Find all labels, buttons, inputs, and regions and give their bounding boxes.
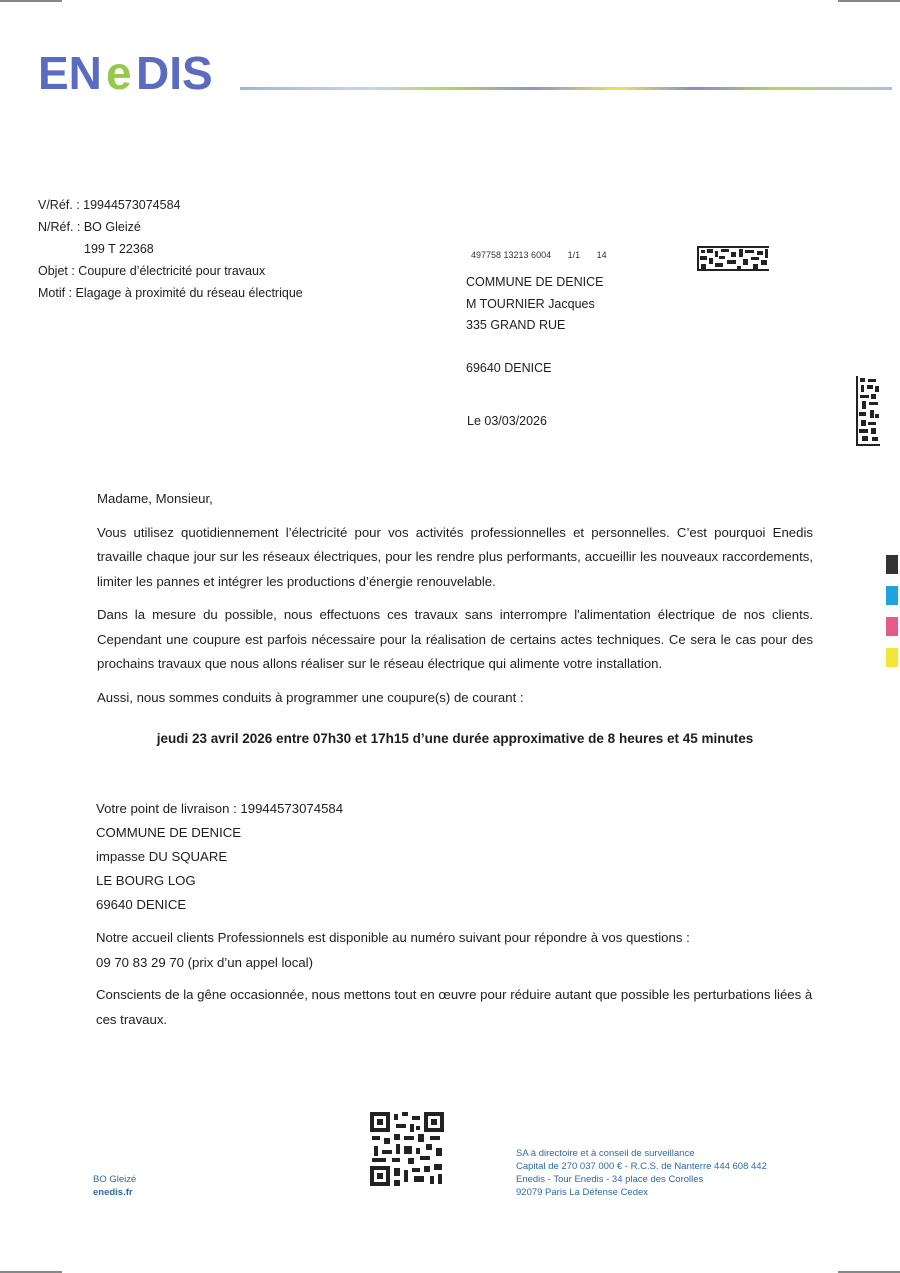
recipient-line3: 335 GRAND RUE xyxy=(466,318,566,332)
contact-block xyxy=(96,926,816,1040)
mailcode-a: 497758 13213 6004 xyxy=(471,250,552,260)
print-mark-magenta xyxy=(886,617,898,636)
scan-edge-top-right xyxy=(838,0,900,2)
nref-code: 199 T 22368 xyxy=(84,242,154,256)
paragraph-3: Aussi, nous sommes conduits à programmer une coupure(s) de courant : xyxy=(97,689,524,705)
delivery-line3: LE BOURG LOG xyxy=(96,873,196,888)
logo-letters-en: EN xyxy=(38,47,102,96)
footer-legal-line2: Capital de 270 037 000 € - R.C.S. de Nanterre 444 608 442 xyxy=(516,1161,767,1172)
delivery-line1: COMMUNE DE DENICE xyxy=(96,825,242,840)
letter-body xyxy=(97,487,813,719)
recipient-line2: M TOURNIER Jacques xyxy=(466,296,595,311)
print-mark-black xyxy=(886,555,898,574)
contact-text: Notre accueil clients Professionnels est disponible au numéro suivant pour répondre à vos questions : xyxy=(96,930,690,945)
scan-edge-top-left xyxy=(0,0,62,2)
greeting: Madame, Monsieur, xyxy=(97,491,213,506)
delivery-line2: impasse DU SQUARE xyxy=(96,849,228,864)
logo-letter-e: e xyxy=(106,47,132,96)
delivery-point-id: Votre point de livraison : 19944573074584 xyxy=(96,801,344,816)
references-block xyxy=(38,194,303,304)
recipient-line1: COMMUNE DE DENICE xyxy=(466,275,604,289)
print-color-marks xyxy=(886,555,898,679)
footer-website: enedis.fr xyxy=(93,1187,133,1198)
mail-sort-code xyxy=(471,250,621,260)
objet: Objet : Coupure d’électricité pour travaux xyxy=(38,264,266,278)
delivery-line4: 69640 DENICE xyxy=(96,897,187,912)
recipient-line4: 69640 DENICE xyxy=(466,361,552,375)
footer-legal-line1: SA à directoire et à conseil de surveillance xyxy=(516,1148,695,1159)
footer-legal-line3: Enedis - Tour Enedis - 34 place des Corolles xyxy=(516,1174,704,1185)
mailcode-b: 1/1 xyxy=(567,250,581,260)
contact-phone: 09 70 83 29 70 (prix d’un appel local) xyxy=(96,954,314,970)
enedis-logo xyxy=(38,46,238,96)
motif: Motif : Elagage à proximité du réseau électrique xyxy=(38,286,303,300)
outage-schedule: jeudi 23 avril 2026 entre 07h30 et 17h15 d’une durée approximative de 8 heures et 45 minutes xyxy=(156,731,754,746)
letter-date: Le 03/03/2026 xyxy=(467,414,547,428)
datamatrix-code-vertical xyxy=(856,376,880,446)
footer-legal-line4: 92079 Paris La Défense Cedex xyxy=(516,1187,649,1198)
footer-legal xyxy=(516,1147,767,1199)
closing-paragraph: Conscients de la gêne occasionnée, nous mettons tout en œuvre pour réduire autant que possible les perturbations liées à ces travaux. xyxy=(96,987,813,1027)
paragraph-1: Vous utilisez quotidiennement l’électricité pour vos activités professionnelles et personnelles. C’est pourquoi Enedis travaille chaque jour sur les réseaux électriques, pour les rendre plus performants, accueillir les nouveaux raccordements, limiter les pannes et intégrer les productions d’énergie renouvelable. xyxy=(97,524,813,589)
header-divider xyxy=(240,87,892,90)
footer-office: BO Gleizé xyxy=(93,1174,137,1185)
mailcode-c: 14 xyxy=(596,250,607,260)
footer-left xyxy=(93,1173,136,1199)
nref: N/Réf. : BO Gleizé xyxy=(38,220,141,234)
print-mark-cyan xyxy=(886,586,898,605)
qr-code xyxy=(370,1112,444,1186)
recipient-address xyxy=(466,272,604,380)
paragraph-2: Dans la mesure du possible, nous effectuons ces travaux sans interrompre l'alimentation électrique de nos clients. Cependant une coupure est parfois nécessaire pour la réalisation de certains actes techniques. Ce sera le cas pour des prochains travaux que nous allons réaliser sur le réseau électrique qui alimente votre installation. xyxy=(97,607,813,671)
delivery-point xyxy=(96,797,343,917)
logo-letters-dis: DIS xyxy=(136,47,213,96)
print-mark-yellow xyxy=(886,648,898,667)
vref: V/Réf. : 19944573074584 xyxy=(38,198,181,212)
datamatrix-code xyxy=(697,246,769,271)
